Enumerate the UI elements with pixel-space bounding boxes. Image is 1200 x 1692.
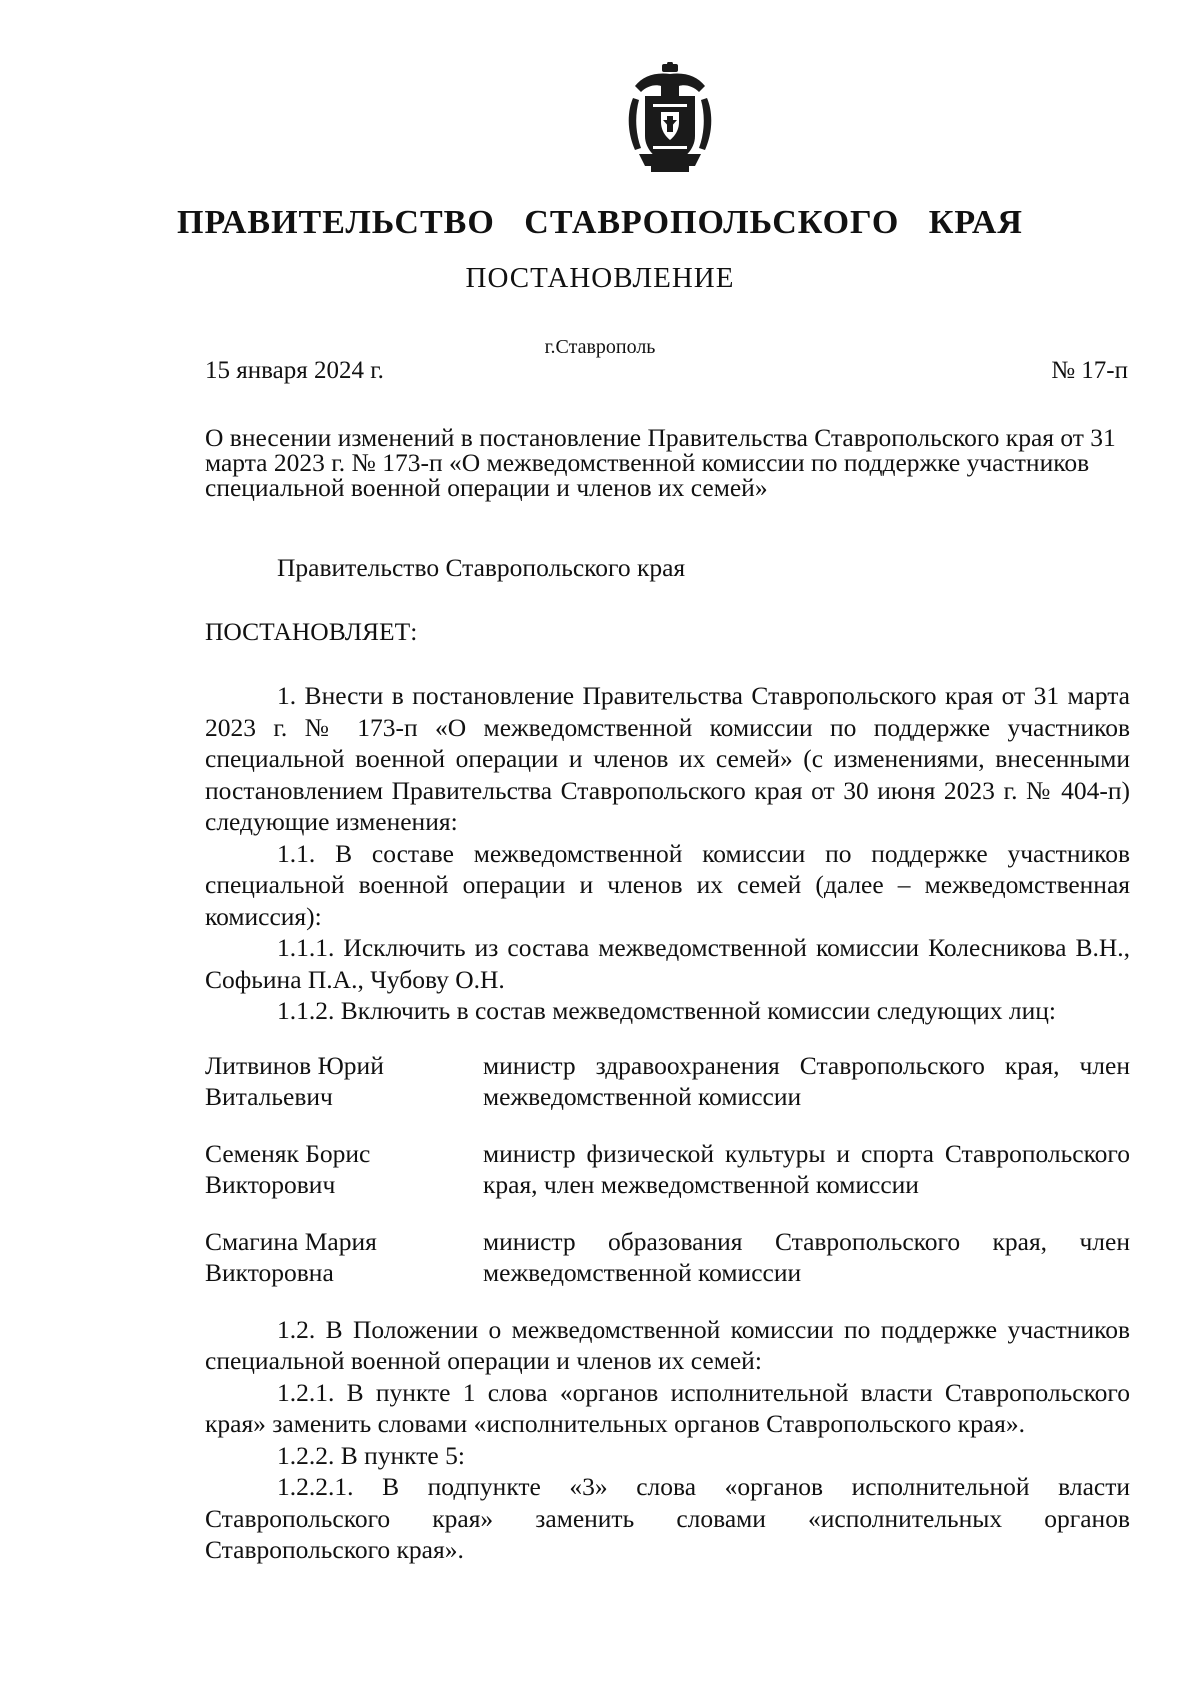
- member-name: Смагина Мария Викторовна: [205, 1226, 377, 1287]
- decree-word: ПОСТАНОВЛЯЕТ:: [205, 616, 418, 646]
- paragraph-1-1-1: 1.1.1. Исключить из состава межведомственной комиссии Колесникова В.Н., Софьина П.А., Чубову О.Н.: [205, 933, 1130, 994]
- document-type: ПОСТАНОВЛЕНИЕ: [465, 262, 735, 294]
- city: г.Ставрополь: [544, 336, 656, 358]
- member-row: [205, 1050, 1130, 1113]
- member-name: Литвинов Юрий Витальевич: [205, 1050, 384, 1111]
- paragraph-1-1-2: 1.1.2. Включить в состав межведомственной комиссии следующих лиц:: [277, 996, 1057, 1025]
- member-role: министр физической культуры и спорта Ставропольского края, член межведомственной комиссии: [483, 1138, 1130, 1199]
- member-name: Семеняк Борис Викторович: [205, 1138, 371, 1199]
- paragraph-1-2-2: 1.2.2. В пункте 5:: [277, 1440, 465, 1470]
- issuing-body: Правительство Ставропольского края: [277, 553, 686, 582]
- member-role: министр здравоохранения Ставропольского края, член межведомственной комиссии: [483, 1050, 1130, 1111]
- paragraph-1-2: 1.2. В Положении о межведомственной комиссии по поддержке участников специальной военной операции и членов их семей:: [205, 1314, 1130, 1375]
- member-role: министр образования Ставропольского края, член межведомственной комиссии: [483, 1226, 1130, 1287]
- paragraph-1: 1. Внести в постановление Правительства Ставропольского края от 31 марта 2023 г. № 173-п «О межведомственной комиссии по поддержке участников специальной военной операции и членов их семей» (с изменениями, внесенными постановлением Правительства Ставропольского края от 30 июня 2023 г. № 404-п) следующие изменения:: [205, 681, 1130, 836]
- paragraph-1-2-1: 1.2.1. В пункте 1 слова «органов исполнительной власти Ставропольского края» заменить словами «исполнительных органов Ставропольского края».: [205, 1377, 1130, 1438]
- organization-name: ПРАВИТЕЛЬСТВО СТАВРОПОЛЬСКОГО КРАЯ: [177, 204, 1023, 241]
- document-title: О внесении изменений в постановление Правительства Ставропольского края от 31 марта 2023 г. № 173-п «О межведомственной комиссии по поддержке участников специальной военной операции и членов их семей»: [205, 423, 1116, 502]
- document-number: № 17-п: [1051, 357, 1128, 384]
- document-body: [205, 552, 1130, 1566]
- members-list: [205, 1050, 1130, 1289]
- document-date: 15 января 2024 г.: [205, 357, 384, 384]
- paragraph-1-1: 1.1. В составе межведомственной комиссии по поддержке участников специальной военной операции и членов их семей (далее – межведомственная комиссия):: [205, 838, 1130, 931]
- member-row: [205, 1138, 1130, 1201]
- paragraph-1-2-2-1: 1.2.2.1. В подпункте «3» слова «органов исполнительной власти Ставропольского края» заменить словами «исполнительных органов Ставропольского края».: [205, 1472, 1130, 1564]
- coat-of-arms-icon: [625, 62, 715, 174]
- member-row: [205, 1226, 1130, 1289]
